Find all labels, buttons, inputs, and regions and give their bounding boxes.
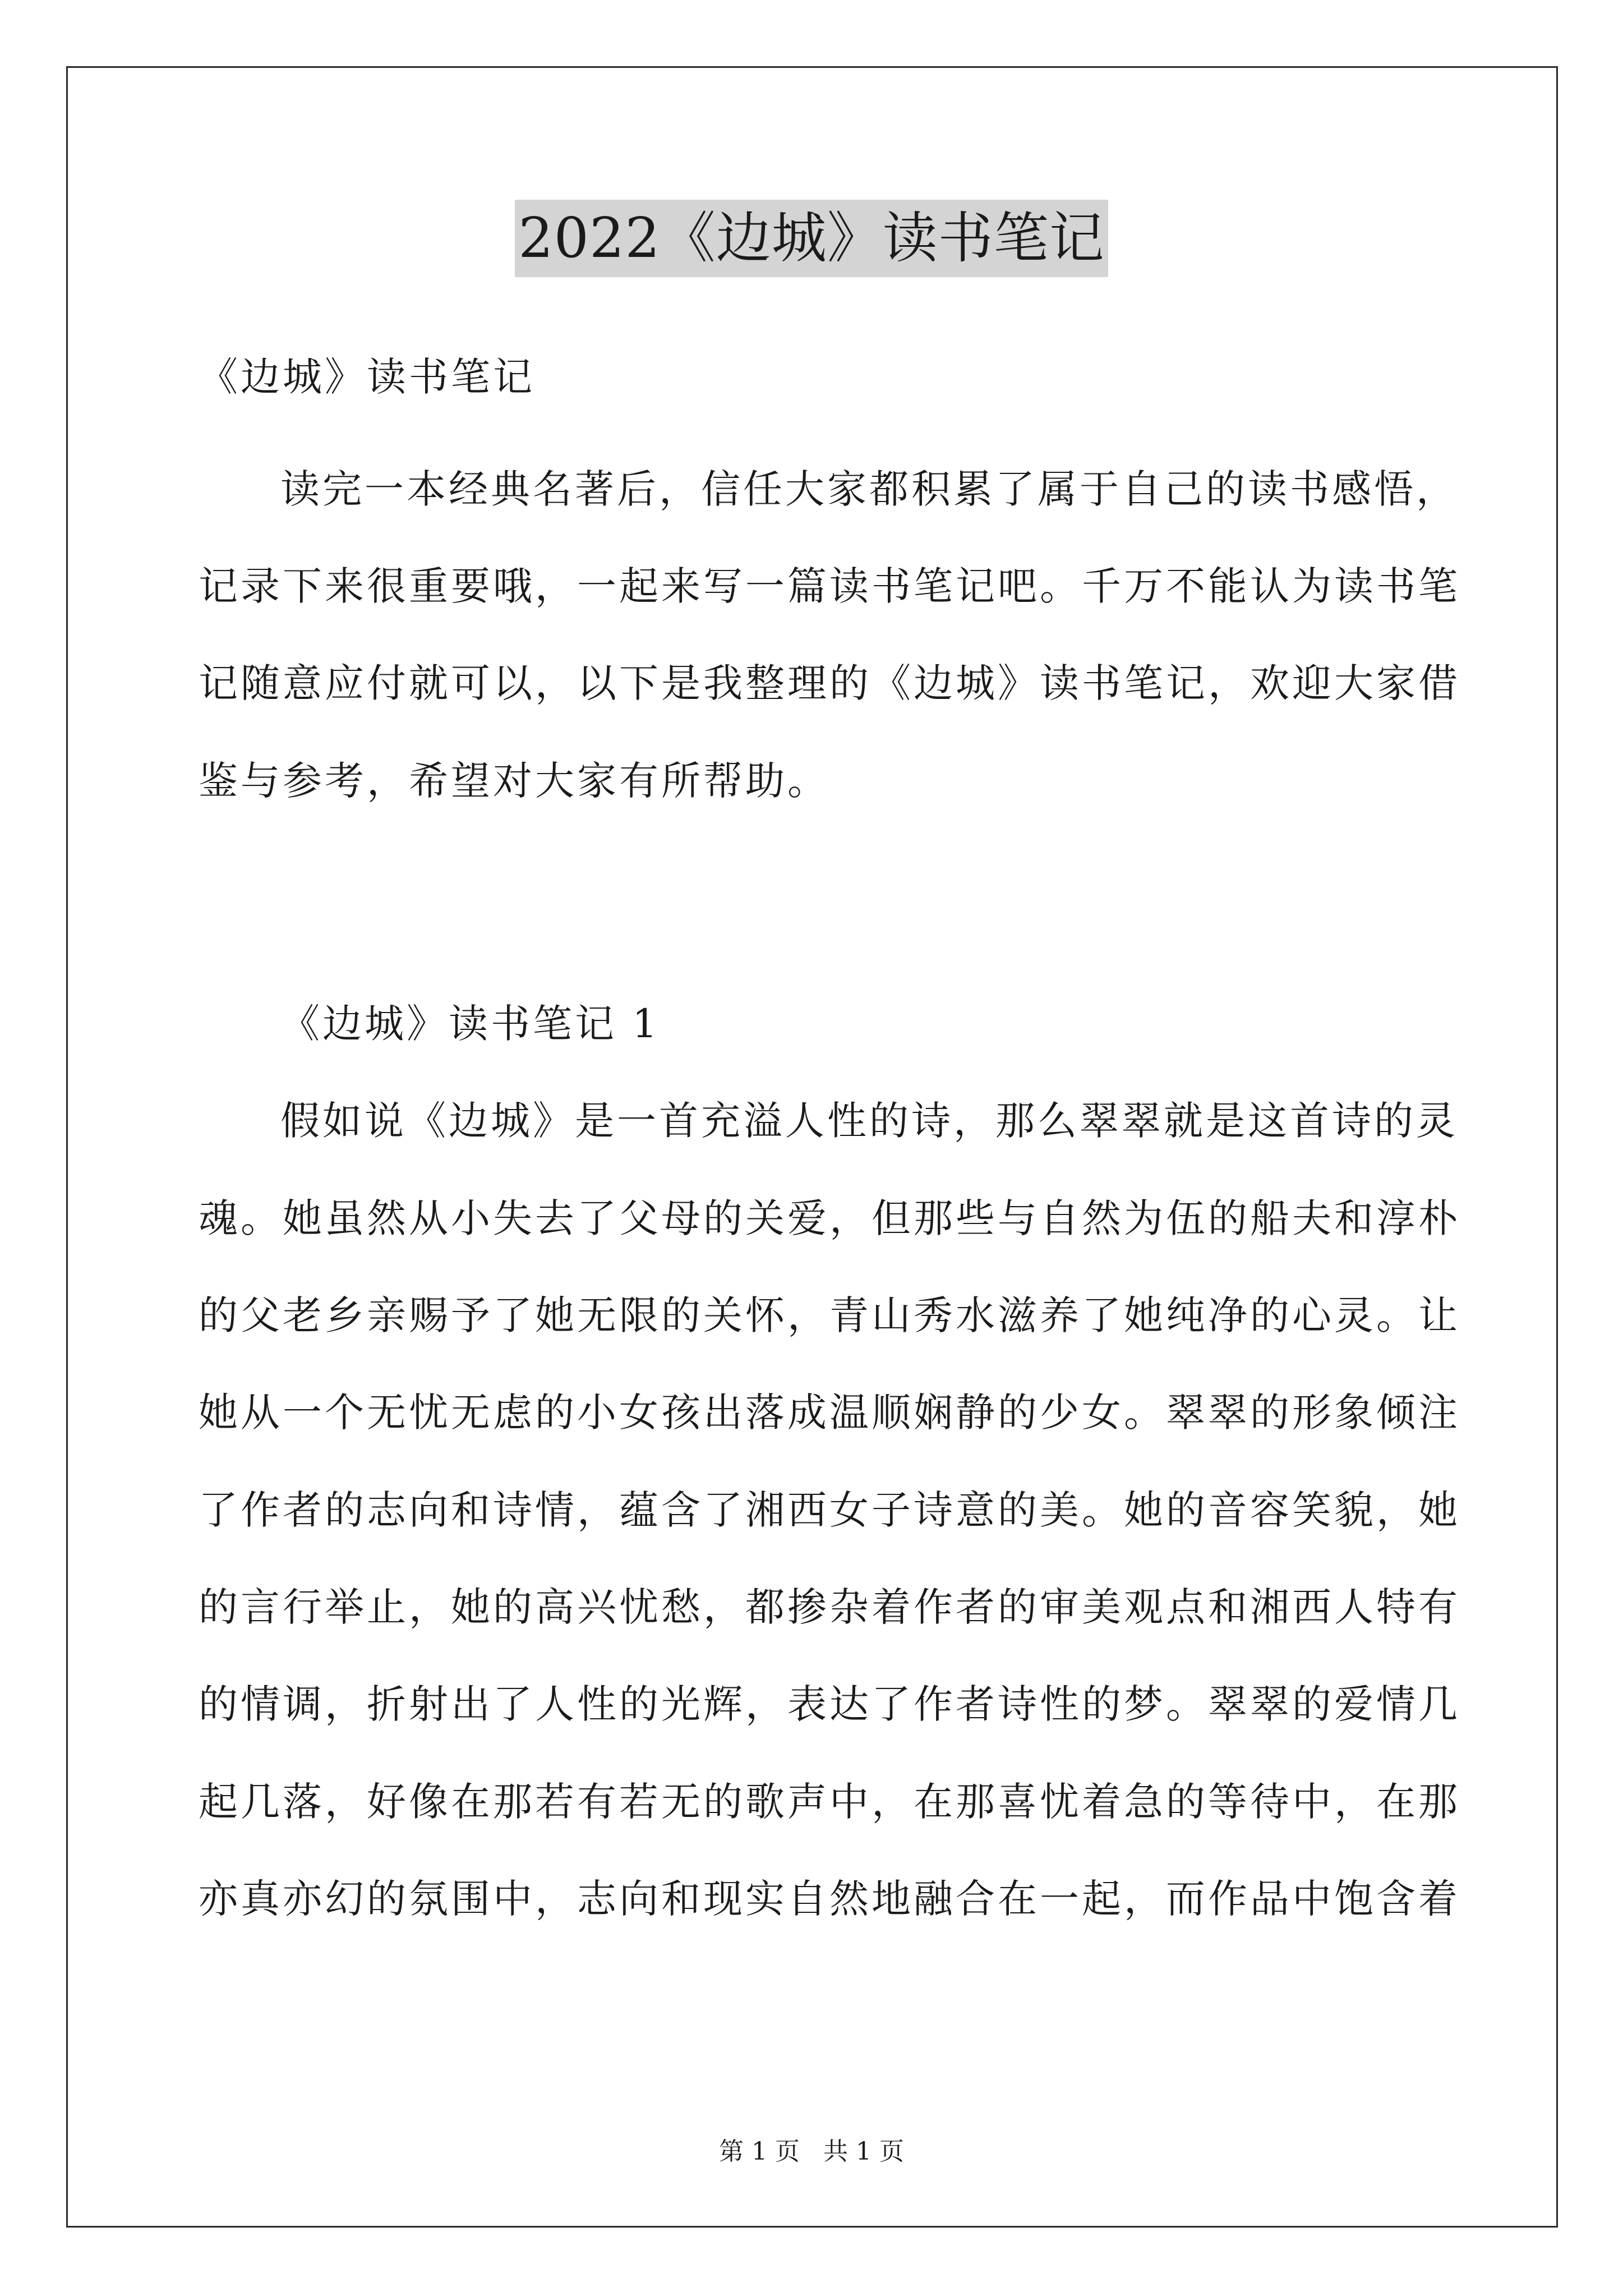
body-line-2: 魂。她虽然从小失去了父母的关爱，但那些与自然为伍的船夫和淳朴	[199, 1195, 1460, 1241]
document-title: 2022《边城》读书笔记	[515, 200, 1108, 277]
title-container	[0, 200, 1623, 277]
body-line-4: 她从一个无忧无虑的小女孩出落成温顺娴静的少女。翠翠的形象倾注	[199, 1389, 1460, 1435]
body-line-9: 亦真亦幻的氛围中，志向和现实自然地融合在一起，而作品中饱含着	[199, 1876, 1460, 1922]
body-line-1: 假如说《边城》是一首充溢人性的诗，那么翠翠就是这首诗的灵	[280, 1098, 1458, 1144]
body-line-6: 的言行举止，她的高兴忧愁，都掺杂着作者的审美观点和湘西人特有	[199, 1584, 1460, 1630]
body-line-8: 起几落，好像在那若有若无的歌声中，在那喜忧着急的等待中，在那	[199, 1779, 1460, 1825]
intro-line-4: 鉴与参考，希望对大家有所帮助。	[199, 758, 829, 804]
document-subtitle: 《边城》读书笔记	[199, 354, 535, 400]
intro-line-1: 读完一本经典名著后，信任大家都积累了属于自己的读书感悟，	[280, 466, 1458, 512]
intro-line-3: 记随意应付就可以，以下是我整理的《边城》读书笔记，欢迎大家借	[199, 660, 1460, 706]
page-number-current: 第 1 页	[719, 2137, 800, 2166]
intro-line-2: 记录下来很重要哦，一起来写一篇读书笔记吧。千万不能认为读书笔	[199, 563, 1460, 609]
section-heading: 《边城》读书笔记 1	[280, 1001, 660, 1047]
page-number-total: 共 1 页	[823, 2137, 904, 2166]
page-footer	[0, 2135, 1623, 2169]
body-line-7: 的情调，折射出了人性的光辉，表达了作者诗性的梦。翠翠的爱情几	[199, 1681, 1460, 1727]
body-line-5: 了作者的志向和诗情，蕴含了湘西女子诗意的美。她的音容笑貌，她	[199, 1487, 1460, 1533]
body-line-3: 的父老乡亲赐予了她无限的关怀，青山秀水滋养了她纯净的心灵。让	[199, 1292, 1460, 1338]
